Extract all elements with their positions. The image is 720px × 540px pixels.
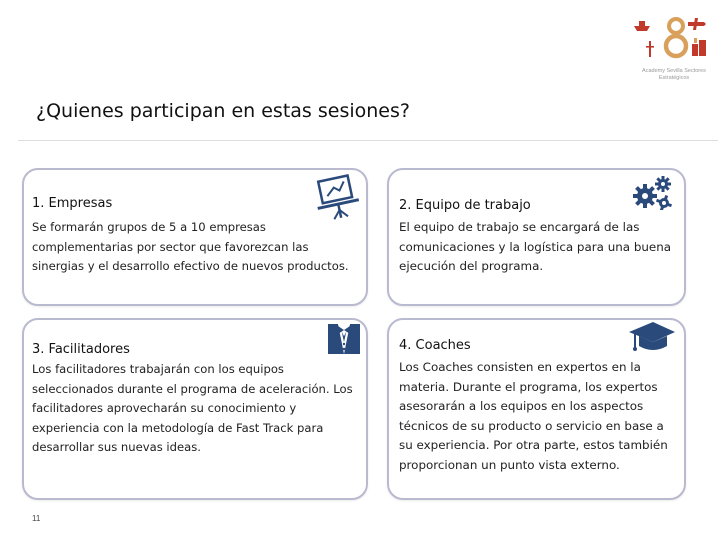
card-coaches — [387, 318, 686, 500]
card-title: 3. Facilitadores — [32, 342, 130, 357]
card-body: Se formarán grupos de 5 a 10 empresas complementarias por sector que favorezcan las sinergias y el desarrollo efectivo de nuevos productos. — [32, 220, 349, 273]
card-empresas — [22, 168, 368, 306]
tuxedo-icon — [324, 320, 364, 356]
presentation-board-icon — [310, 172, 366, 224]
card-title: 4. Coaches — [399, 338, 471, 353]
card-facilitadores — [22, 318, 368, 500]
page-number: 11 — [32, 514, 41, 523]
logo-caption: Academy Sevilla Sectores Estratégicos — [642, 68, 706, 81]
card-body: El equipo de trabajo se encargará de las comunicaciones y la logística para una buena ejecución del programa. — [399, 220, 672, 273]
gears-icon — [633, 176, 673, 210]
page-title: ¿Quienes participan en estas sesiones? — [36, 100, 410, 122]
card-body: Los facilitadores trabajarán con los equipos seleccionados durante el programa de aceleración. Los facilitadores aprovecharán su conocimiento y experiencia con la metodología de Fast Track para desarrollar sus nuevas ideas. — [32, 362, 353, 454]
title-divider — [18, 140, 718, 141]
logo-graphic — [630, 8, 710, 68]
card-body: Los Coaches consisten en expertos en la materia. Durante el programa, los expertos asesorarán a los equipos en los aspectos técnicos de su producto o servicio en base a su experiencia. Por otra parte, estos también proporcionan un punto vista externo. — [399, 360, 668, 472]
card-title: 1. Empresas — [32, 196, 113, 211]
card-equipo-de-trabajo — [387, 168, 686, 306]
graduation-cap-icon — [627, 320, 677, 354]
card-title: 2. Equipo de trabajo — [399, 198, 531, 213]
